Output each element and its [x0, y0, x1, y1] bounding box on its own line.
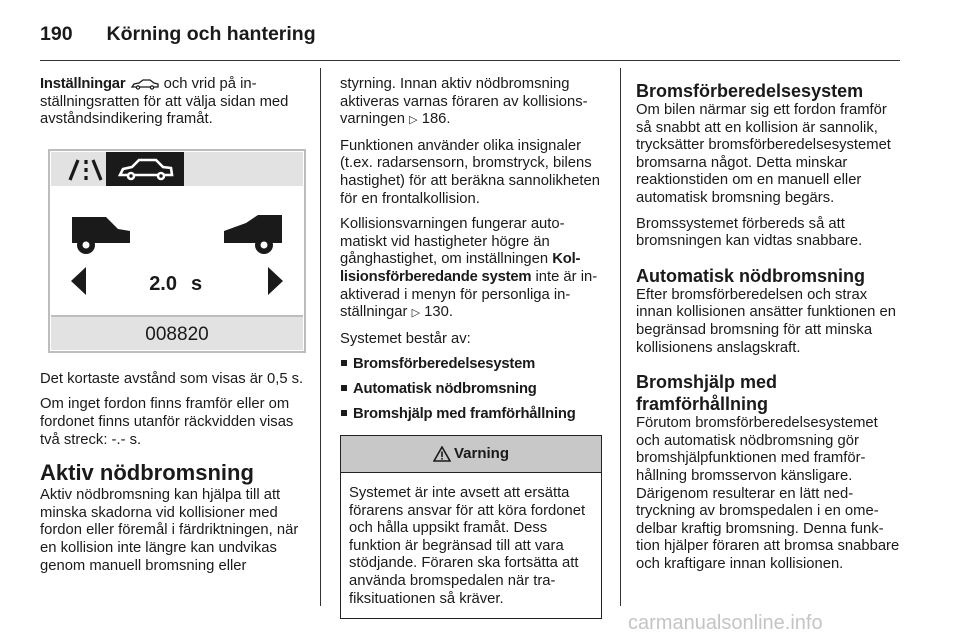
distance-unit: s	[191, 272, 203, 295]
page-ref-icon: ▷	[409, 114, 418, 127]
section-heading-active-braking: Aktiv nödbromsning	[40, 460, 254, 486]
column-3	[636, 80, 902, 581]
settings-label: Inställningar	[40, 76, 126, 92]
section-heading-brake-assist: Bromshjälp med framförhållning	[636, 372, 778, 415]
watermark: carmanualsonline.info	[628, 612, 823, 634]
warning-intro-paragraph: styrning. Innan aktiv nödbromsning aktiveras varnas föraren av kollisionsvarningen ▷ 186.	[340, 76, 588, 128]
active-braking-paragraph: Aktiv nödbromsning kan hjälpa till att minska skadorna vid kollisioner med fordon eller föremål i färdriktningen, när en kollision inte längre kan undvikas genom manuell bromsning eller	[40, 487, 299, 574]
distance-display-illustration	[46, 147, 308, 355]
system-consists-paragraph: Systemet består av:	[340, 330, 471, 347]
signals-paragraph: Funktionen använder olika insignaler (t.ex. radarsensorn, bromstryck, bilens hastighet) för att beräkna sannolikheten för en frontalkollision.	[340, 137, 600, 207]
auto-braking-paragraph: Efter bromsförberedelsen och strax innan kollisionen ansätter funktionen en begränsad bromsning för att minska kollisionens anslagskraft.	[636, 286, 896, 356]
warning-box	[340, 435, 602, 619]
bullet-square-icon	[341, 360, 347, 366]
list-item: Bromsförberedelsesystem	[340, 356, 602, 374]
setting-name: Kollisionsförberedande system	[340, 251, 581, 285]
list-item: Automatisk nödbromsning	[340, 381, 602, 399]
brake-system-paragraph: Bromssystemet förbereds så att bromsningen kan vidtas snabbare.	[636, 215, 863, 250]
car-outline-icon	[130, 76, 160, 92]
distance-value: 2.0	[149, 272, 177, 295]
warning-text: Systemet är inte avsett att ersätta förarens ansvar för att köra fordonet och hålla uppsikt framåt. Dess funktion är begränsad till att vara stödjande. Föraren ska fortsätta att använda bromspedalen när trafiksituationen så kräver.	[349, 485, 586, 607]
column-2	[340, 76, 602, 619]
column-divider-1	[320, 68, 321, 606]
collision-warning-paragraph: Kollisionsvarningen fungerar automatiskt vid hastigheter högre än gånghastighet, om inställningen Kollisionsförberedande system inte är inaktiverad i menyn för personliga inställningar ▷ 130.	[340, 216, 598, 321]
bullet-square-icon	[341, 385, 347, 391]
section-heading-brake-prep: Bromsförberedelsesystem	[636, 81, 864, 101]
column-divider-2	[620, 68, 621, 606]
page-ref: 186	[421, 111, 447, 128]
odometer-reading: 008820	[145, 323, 209, 345]
settings-paragraph: Inställningar och vrid på inställningsratten för att välja sidan med avståndsindikering framåt.	[40, 76, 289, 128]
chapter-title: Körning och hantering	[106, 22, 316, 45]
no-vehicle-paragraph: Om inget fordon finns framför eller om fordonet finns utanför räckvidden visas två streck: -.- s.	[40, 396, 294, 448]
column-1	[40, 76, 308, 583]
list-item: Bromshjälp med framförhållning	[340, 406, 602, 424]
bullet-square-icon	[341, 410, 347, 416]
brake-assist-paragraph: Förutom bromsförberedelsesystemet och automatisk nödbromsning gör bromshjälpfunktionen med framförhållning bromsservon känsligare. Därigenom resulterar en lätt nedtryckning av bromspedalen i en omedelbar kraftig bromsning. Denna funktion hjälper föraren att bromsa snabbare och kraftigare innan kollisionen.	[636, 415, 900, 572]
warning-header	[341, 436, 601, 473]
min-distance-paragraph: Det kortaste avstånd som visas är 0,5 s.	[40, 370, 304, 387]
brake-prep-paragraph: Om bilen närmar sig ett fordon framför så snabbt att en kollision är sannolik, trycksätter bromsförberedelsesystemet bromsarna något. Detta minskar reaktionstiden om en manuell eller automatisk bromsning begärs.	[636, 102, 891, 206]
section-heading-auto-braking: Automatisk nödbromsning	[636, 265, 865, 286]
page-number: 190	[40, 22, 73, 45]
warning-title: Varning	[453, 445, 509, 463]
page-ref-icon: ▷	[411, 307, 421, 320]
header-rule	[40, 60, 900, 61]
warning-triangle-icon	[433, 445, 454, 463]
page-header	[40, 14, 316, 54]
page-ref: 130	[424, 304, 449, 321]
